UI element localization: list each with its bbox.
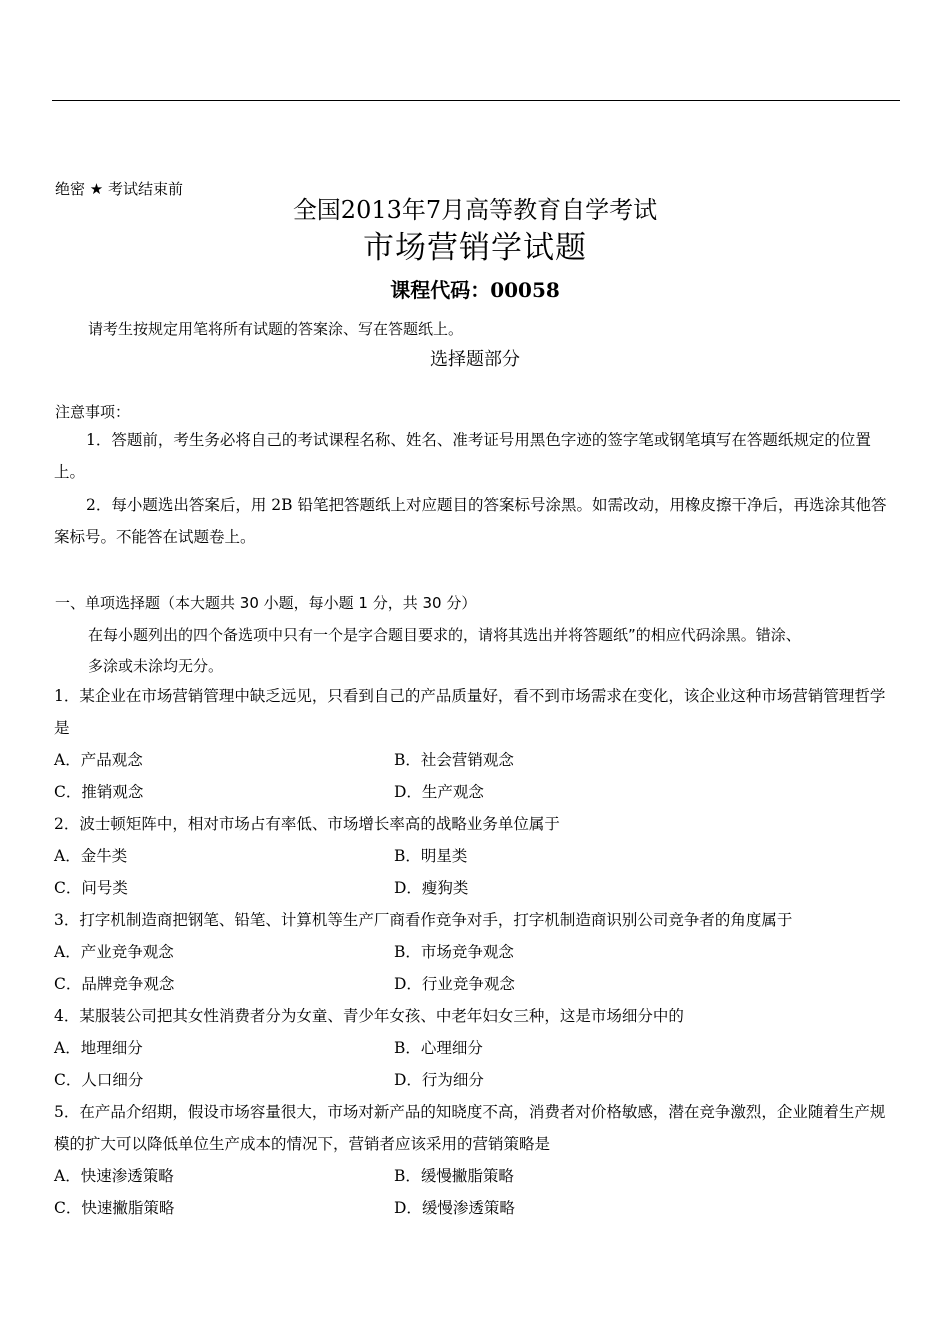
option-c: C．品牌竞争观念 bbox=[54, 975, 175, 993]
exam-title: 全国2013年7月高等教育自学考试 bbox=[292, 196, 658, 224]
option-a: A．产品观念 bbox=[54, 751, 143, 769]
note-item: 2．每小题选出答案后，用 2B 铅笔把答题纸上对应题目的答案标号涂黑。如需改动，用橡皮擦干净后，再选涂其他答案标号。不能答在试题卷上。 bbox=[54, 496, 887, 546]
header-rule bbox=[52, 100, 900, 101]
option-d: D．行为细分 bbox=[394, 1071, 484, 1089]
part1-direction: 多涂或未涂均无分。 bbox=[88, 657, 224, 675]
answer-instruction: 请考生按规定用笔将所有试题的答案涂、写在答题纸上。 bbox=[88, 320, 464, 338]
notes-heading: 注意事项： bbox=[55, 403, 131, 421]
subject-title: 市场营销学试题 bbox=[363, 230, 587, 266]
section-heading: 选择题部分 bbox=[430, 349, 520, 370]
option-b: B．缓慢撇脂策略 bbox=[394, 1167, 514, 1185]
part1-heading: 一、单项选择题（本大题共 30 小题，每小题 1 分，共 30 分） bbox=[55, 594, 477, 612]
option-c: C．问号类 bbox=[54, 879, 128, 897]
option-a: A．金牛类 bbox=[54, 847, 128, 865]
option-d: D．瘦狗类 bbox=[394, 879, 469, 897]
option-a: A．地理细分 bbox=[54, 1039, 143, 1057]
question-stem: 1．某企业在市场营销管理中缺乏远见，只看到自己的产品质量好，看不到市场需求在变化，该企业这种市场营销管理哲学是 bbox=[54, 687, 886, 737]
question-stem: 2．波士顿矩阵中，相对市场占有率低、市场增长率高的战略业务单位属于 bbox=[54, 815, 560, 833]
option-b: B．市场竞争观念 bbox=[394, 943, 514, 961]
option-b: B．社会营销观念 bbox=[394, 751, 514, 769]
course-code: 课程代码：00058 bbox=[390, 278, 560, 302]
part1-direction: 在每小题列出的四个备选项中只有一个是字合题目要求的，请将其选出并将答题纸”的相应代码涂黑。错涂、 bbox=[88, 626, 801, 644]
question-stem: 5．在产品介绍期，假设市场容量很大，市场对新产品的知晓度不高，消费者对价格敏感，潜在竞争激烈，企业随着生产规模的扩大可以降低单位生产成本的情况下，营销者应该采用的营销策略是 bbox=[54, 1103, 886, 1153]
option-c: C．人口细分 bbox=[54, 1071, 144, 1089]
option-c: C．快速撇脂策略 bbox=[54, 1199, 175, 1217]
question-stem: 4．某服装公司把其女性消费者分为女童、青少年女孩、中老年妇女三种，这是市场细分中的 bbox=[54, 1007, 684, 1025]
option-b: B．心理细分 bbox=[394, 1039, 483, 1057]
option-b: B．明星类 bbox=[394, 847, 468, 865]
option-c: C．推销观念 bbox=[54, 783, 144, 801]
option-a: A．快速渗透策略 bbox=[54, 1167, 174, 1185]
confidential-label: 绝密 ★ 考试结束前 bbox=[55, 180, 183, 198]
option-d: D．行业竞争观念 bbox=[394, 975, 515, 993]
note-item: 1．答题前，考生务必将自己的考试课程名称、姓名、准考证号用黑色字迹的签字笔或钢笔填写在答题纸规定的位置上。 bbox=[54, 431, 871, 481]
option-d: D．缓慢渗透策略 bbox=[394, 1199, 515, 1217]
option-d: D．生产观念 bbox=[394, 783, 484, 801]
option-a: A．产业竞争观念 bbox=[54, 943, 174, 961]
question-stem: 3．打字机制造商把钢笔、铅笔、计算机等生产厂商看作竞争对手，打字机制造商识别公司竞争者的角度属于 bbox=[54, 911, 793, 929]
